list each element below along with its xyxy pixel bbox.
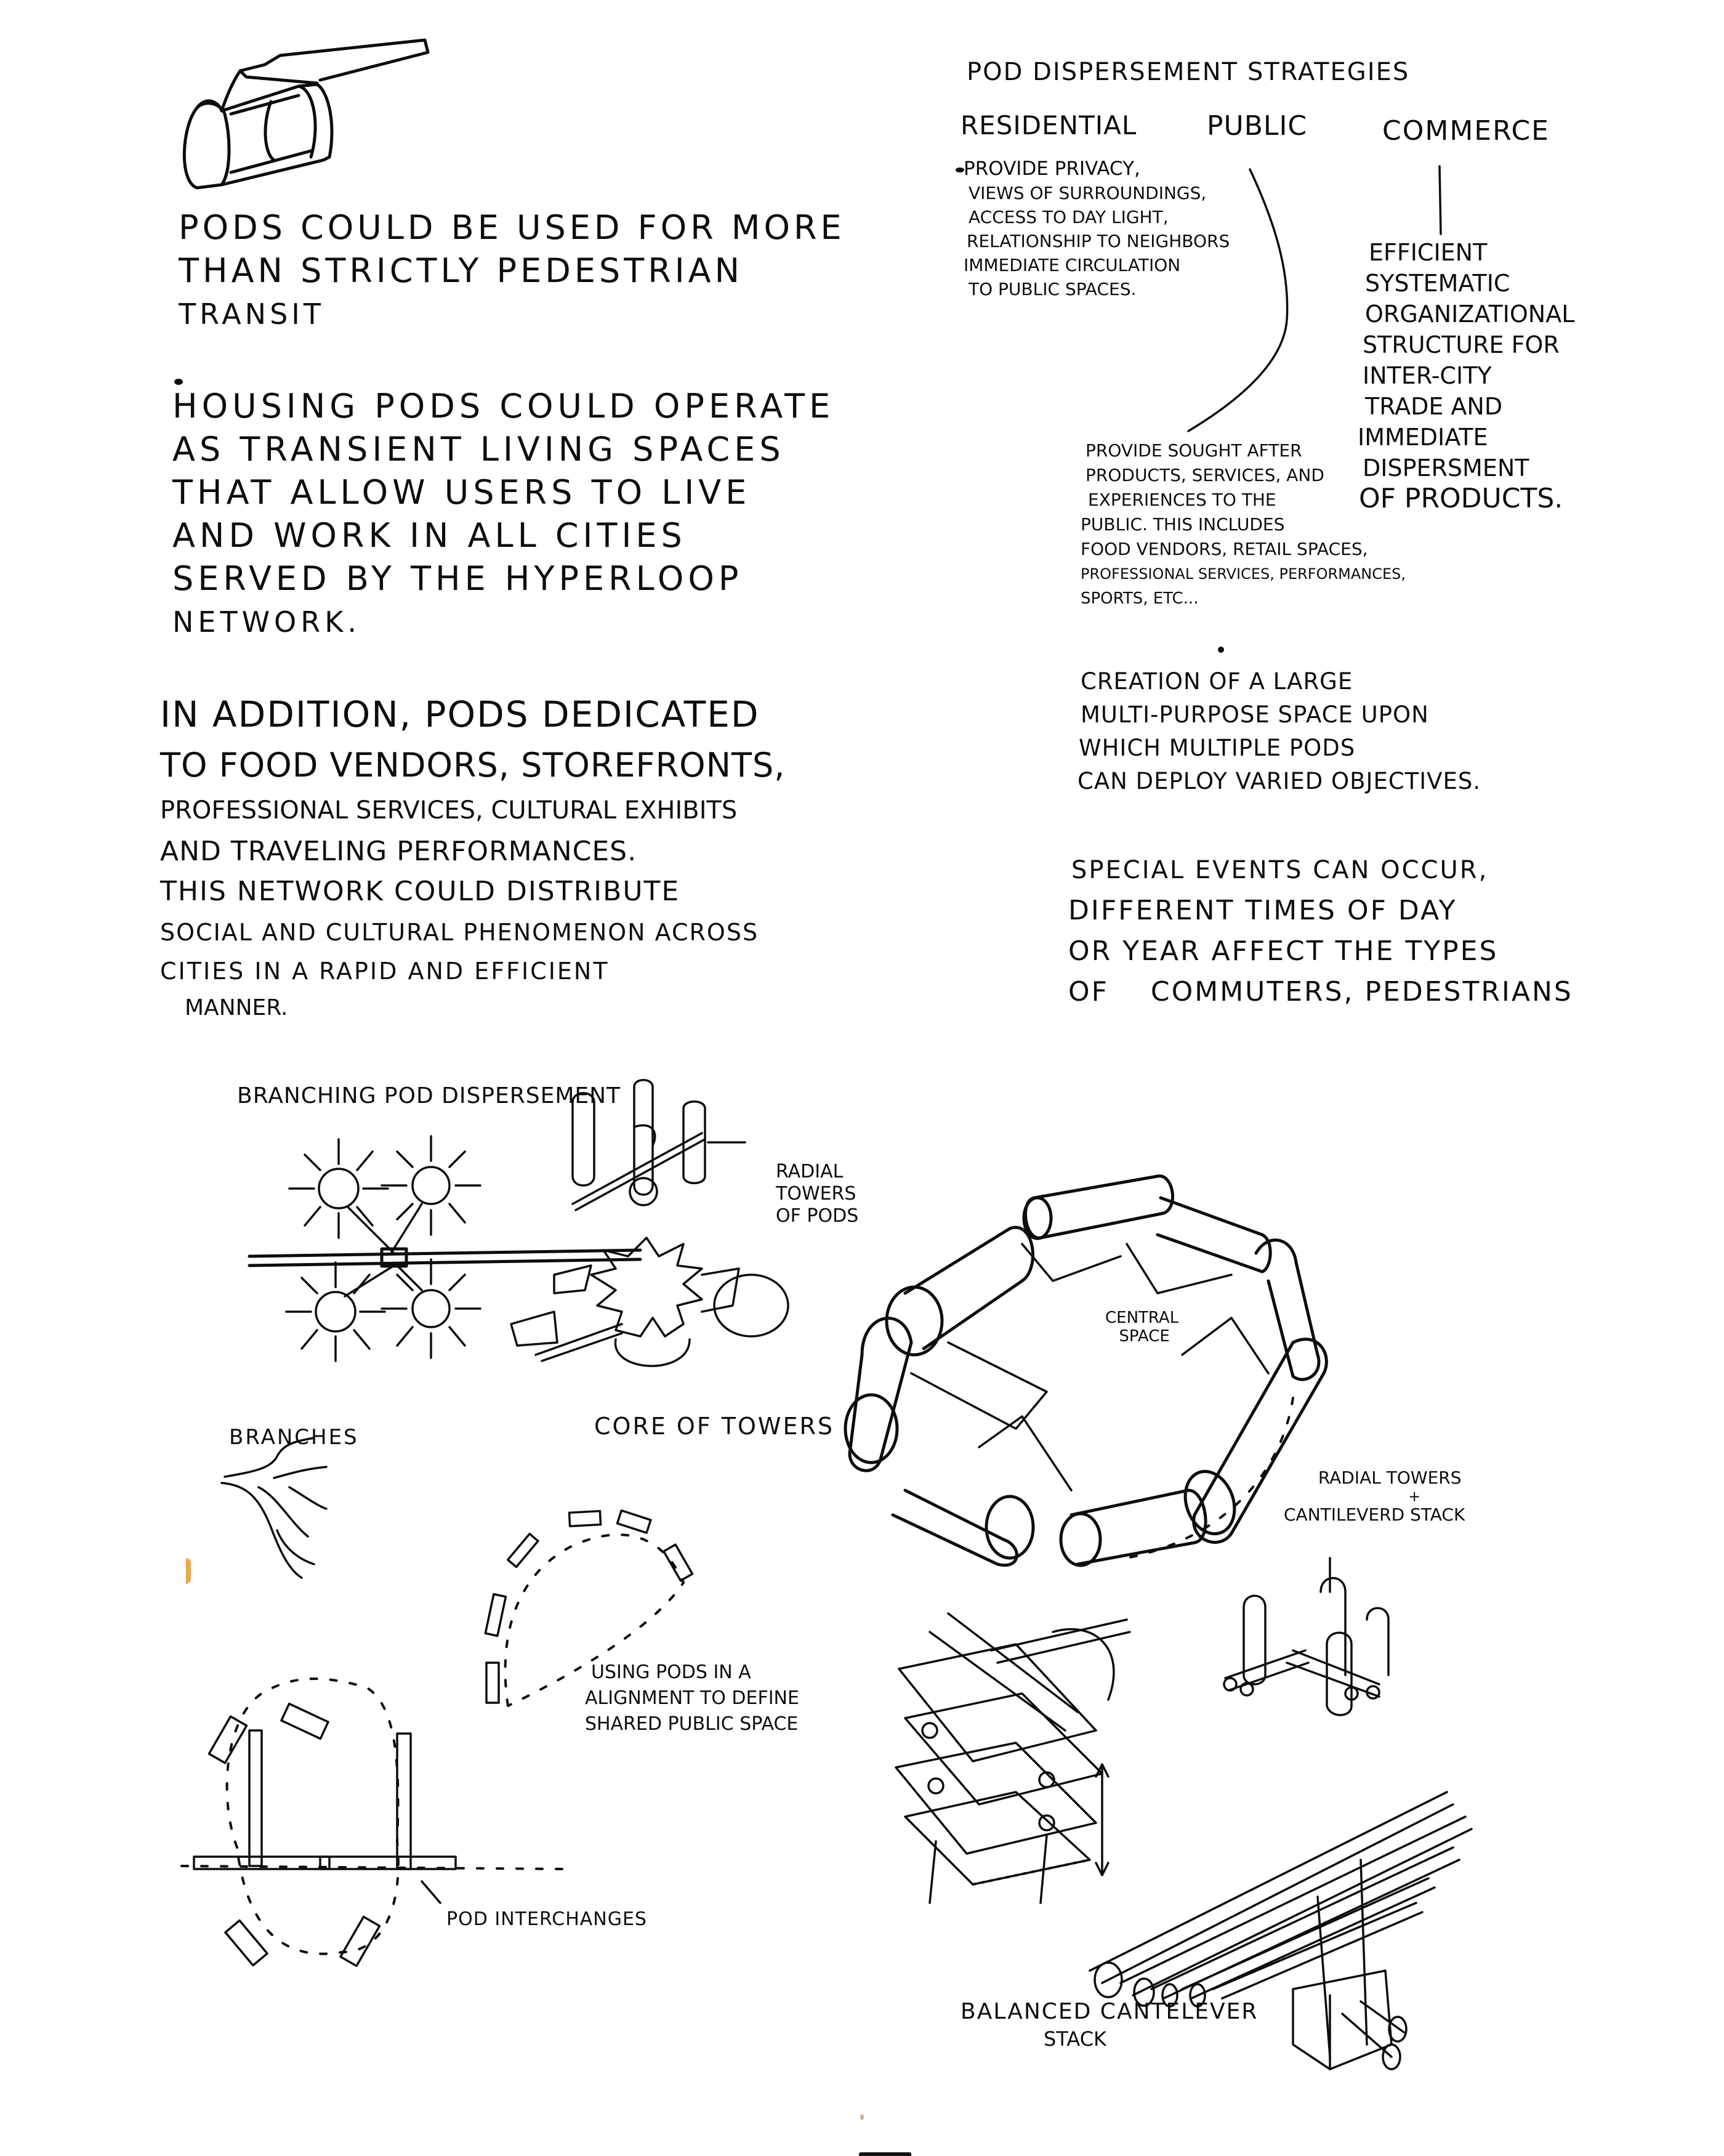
public-line: EXPERIENCES TO THE bbox=[1088, 490, 1276, 510]
paper-speck bbox=[860, 2114, 864, 2120]
creation-line: CAN DEPLOY VARIED OBJECTIVES. bbox=[1078, 768, 1481, 794]
commerce-line: INTER-CITY bbox=[1363, 362, 1492, 389]
creation-line: CREATION OF A LARGE bbox=[1081, 668, 1353, 695]
label-pod-interchanges: POD INTERCHANGES bbox=[446, 1908, 647, 1930]
radial-cantilever-line: RADIAL TOWERS bbox=[1318, 1468, 1462, 1488]
public-line: SPORTS, ETC... bbox=[1081, 589, 1199, 608]
radial-towers-line: TOWERS bbox=[776, 1183, 856, 1205]
radial-towers-line: RADIAL bbox=[776, 1161, 844, 1182]
intro-line: PODS COULD BE USED FOR MORE bbox=[179, 208, 845, 247]
residential-line: TO PUBLIC SPACES. bbox=[969, 279, 1137, 299]
commerce-line: IMMEDIATE bbox=[1358, 424, 1488, 451]
label-branching-pod-dispersement: BRANCHING POD DISPERSEMENT bbox=[237, 1083, 621, 1108]
label-using-pods bbox=[585, 1660, 799, 1737]
addition-line: TO FOOD VENDORS, STOREFRONTS, bbox=[160, 746, 786, 785]
housing-line: HOUSING PODS COULD OPERATE bbox=[172, 387, 835, 426]
public-line: PROVIDE SOUGHT AFTER bbox=[1086, 440, 1302, 461]
label-core-of-towers: CORE OF TOWERS bbox=[594, 1413, 835, 1440]
label-branches: BRANCHES bbox=[229, 1425, 359, 1450]
label-radial-cantilever bbox=[1284, 1469, 1465, 1524]
using-pods-line: SHARED PUBLIC SPACE bbox=[585, 1713, 799, 1735]
commerce-line: SYSTEMATIC bbox=[1365, 270, 1510, 297]
addition-line: SOCIAL AND CULTURAL PHENOMENON ACROSS bbox=[160, 919, 759, 946]
public-line: FOOD VENDORS, RETAIL SPACES, bbox=[1081, 539, 1368, 559]
special-events-text bbox=[1068, 850, 1573, 1012]
commerce-line: EFFICIENT bbox=[1369, 239, 1488, 266]
page-edge-mark bbox=[859, 2152, 911, 2156]
commerce-line: OF PRODUCTS. bbox=[1359, 483, 1563, 514]
category-public: PUBLIC bbox=[1207, 110, 1308, 142]
housing-line: AND WORK IN ALL CITIES bbox=[172, 516, 687, 555]
using-pods-line: ALIGNMENT TO DEFINE bbox=[585, 1687, 799, 1709]
public-line: PUBLIC. THIS INCLUDES bbox=[1081, 514, 1285, 535]
radial-cantilever-sketch bbox=[1219, 1558, 1416, 1724]
central-space-ring-sketch bbox=[837, 1170, 1342, 1564]
special-line: OR YEAR AFFECT THE TYPES bbox=[1068, 935, 1499, 967]
intro-line: TRANSIT bbox=[179, 297, 324, 331]
commerce-line: ORGANIZATIONAL bbox=[1365, 301, 1575, 328]
addition-line: IN ADDITION, PODS DEDICATED bbox=[160, 693, 760, 735]
radial-cantilever-line: + bbox=[1408, 1488, 1421, 1505]
bullet-dot bbox=[956, 168, 964, 172]
central-space-line: SPACE bbox=[1119, 1327, 1170, 1346]
category-commerce: COMMERCE bbox=[1382, 115, 1550, 147]
commerce-line: TRADE AND bbox=[1365, 393, 1503, 420]
public-text bbox=[1081, 438, 1406, 611]
addition-line: CITIES IN A RAPID AND EFFICIENT bbox=[160, 958, 610, 985]
radial-cantilever-line: CANTILEVERD STACK bbox=[1284, 1504, 1465, 1525]
radial-towers-sketch bbox=[560, 1084, 770, 1232]
special-line: SPECIAL EVENTS CAN OCCUR, bbox=[1071, 856, 1489, 884]
residential-line: ACCESS TO DAY LIGHT, bbox=[969, 207, 1169, 227]
bullet-dot bbox=[174, 379, 183, 385]
paper-stain-orange bbox=[186, 1558, 191, 1584]
addition-line: AND TRAVELING PERFORMANCES. bbox=[160, 836, 637, 867]
label-balanced-cantilever bbox=[961, 1998, 1258, 2053]
creation-line: MULTI-PURPOSE SPACE UPON bbox=[1081, 701, 1429, 728]
residential-line: PROVIDE PRIVACY, bbox=[964, 158, 1140, 180]
strategies-title: POD DISPERSEMENT STRATEGIES bbox=[967, 58, 1410, 86]
housing-line: AS TRANSIENT LIVING SPACES bbox=[172, 430, 785, 469]
addition-line: MANNER. bbox=[185, 995, 288, 1020]
housing-text bbox=[172, 385, 834, 644]
radial-towers-line: OF PODS bbox=[776, 1205, 859, 1227]
using-pods-line: USING PODS IN A bbox=[591, 1661, 751, 1683]
housing-line: SERVED BY THE HYPERLOOP bbox=[172, 559, 743, 598]
label-central-space bbox=[1105, 1309, 1178, 1346]
pod-capsule-sketch bbox=[172, 34, 468, 194]
commerce-connector-line bbox=[1435, 163, 1447, 237]
housing-line: THAT ALLOW USERS TO LIVE bbox=[172, 473, 751, 512]
public-line: PRODUCTS, SERVICES, AND bbox=[1086, 465, 1324, 485]
special-line: DIFFERENT TIMES OF DAY bbox=[1068, 895, 1457, 926]
commerce-line: DISPERSMENT bbox=[1363, 454, 1529, 482]
special-line: OF COMMUTERS, PEDESTRIANS bbox=[1068, 976, 1573, 1007]
intro-line: THAN STRICTLY PEDESTRIAN bbox=[179, 251, 743, 290]
balanced-cantilever-line: STACK bbox=[1044, 2027, 1107, 2051]
pod-interchanges-sketch bbox=[182, 1644, 563, 1989]
bullet-dot bbox=[1218, 647, 1224, 653]
addition-line: THIS NETWORK COULD DISTRIBUTE bbox=[160, 876, 680, 907]
creation-line: WHICH MULTIPLE PODS bbox=[1079, 735, 1356, 761]
balanced-cantilever-line: BALANCED CANTELEVER bbox=[961, 1999, 1259, 2024]
creation-text bbox=[1078, 665, 1481, 798]
addition-text bbox=[160, 687, 785, 1027]
addition-line: PROFESSIONAL SERVICES, CULTURAL EXHIBITS bbox=[160, 796, 738, 825]
intro-text bbox=[179, 206, 845, 336]
commerce-line: STRUCTURE FOR bbox=[1363, 331, 1560, 358]
core-of-towers-sketch bbox=[499, 1232, 794, 1386]
housing-line: NETWORK. bbox=[172, 605, 361, 639]
public-line: PROFESSIONAL SERVICES, PERFORMANCES, bbox=[1081, 565, 1406, 583]
branches-sketch bbox=[197, 1435, 332, 1583]
central-space-line: CENTRAL bbox=[1105, 1309, 1179, 1327]
residential-line: RELATIONSHIP TO NEIGHBORS bbox=[967, 231, 1230, 251]
category-residential: RESIDENTIAL bbox=[961, 110, 1137, 140]
residential-line: IMMEDIATE CIRCULATION bbox=[964, 255, 1181, 275]
residential-line: VIEWS OF SURROUNDINGS, bbox=[969, 183, 1207, 203]
public-connector-line bbox=[1176, 160, 1311, 443]
